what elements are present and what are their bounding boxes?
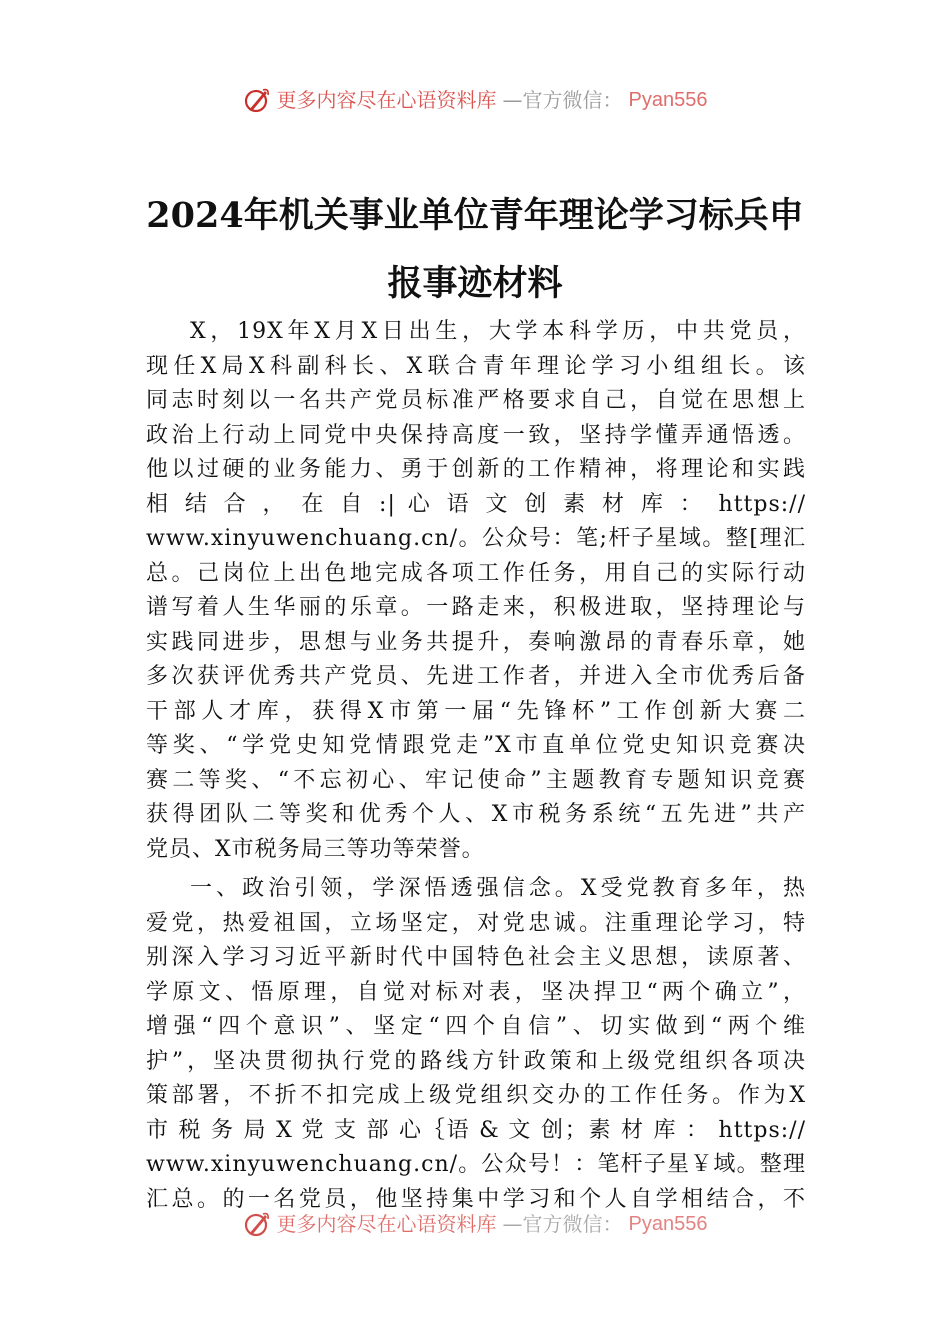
- header-watermark-banner: [0, 86, 950, 114]
- text-line: 策部署，不折不扣完成上级党组织交办的工作任务。作为X: [146, 1083, 806, 1108]
- text-line: 增强“四个意识”、坚定“四个自信”、切实做到“两个维: [146, 1014, 806, 1039]
- footer-watermark-banner: [0, 1210, 950, 1238]
- banner-wechat-id: Pyan556: [628, 89, 708, 111]
- banner-text-main: 更多内容尽在心语资料库: [276, 1212, 497, 1236]
- text-line: 赛二等奖、“不忘初心、牢记使命”主题教育专题知识竞赛: [146, 767, 806, 793]
- text-line: www.xinyuwenchuang.cn/。公众号：笔;杆子星域。整[理汇: [146, 526, 806, 551]
- text-line: 党员、X市税务局三等功等荣誉。: [146, 836, 485, 862]
- text-line: 市 税 务 局 X 党 支 部 心｛语 & 文 创；素 材 库 ： https://: [146, 1117, 806, 1143]
- text-line: 多次获评优秀共产党员、先进工作者，并进入全市优秀后备: [146, 664, 806, 689]
- text-line: 相 结 合 ， 在 自 :| 心 语 文 创 素 材 库 ： https://: [146, 491, 806, 517]
- quill-pen-logo-icon: [243, 86, 271, 114]
- banner-text-wechat: —官方微信：: [502, 1212, 623, 1236]
- text-line: 等奖、“学党史知党情跟党走”X市直单位党史知识竞赛决: [146, 733, 806, 758]
- banner-text-main: 更多内容尽在心语资料库: [276, 88, 497, 112]
- text-line: 护”，坚决贯彻执行党的路线方针政策和上级党组织各项决: [146, 1048, 806, 1074]
- text-line: 汇总。的一名党员，他坚持集中学习和个人自学相结合，不: [146, 1186, 806, 1212]
- text-line: 他以过硬的业务能力、勇于创新的工作精神，将理论和实践: [146, 457, 806, 482]
- text-line: 现任X局X科副科长、X联合青年理论学习小组组长。该: [146, 353, 806, 379]
- document-title-line-2: 报事迹材料: [387, 263, 563, 304]
- paragraph-2: [146, 872, 806, 1217]
- paragraph-1: [146, 315, 806, 867]
- text-line: 学原文、悟原理，自觉对标对表，坚决捍卫“两个确立”，: [146, 979, 806, 1005]
- text-line: 实践同进步，思想与业务共提升，奏响激昂的青春乐章，她: [146, 629, 806, 655]
- text-line: 爱党，热爱祖国，立场坚定，对党忠诚。注重理论学习，特: [146, 910, 806, 936]
- text-line: 别深入学习习近平新时代中国特色社会主义思想，读原著、: [146, 945, 806, 970]
- text-line: 获得团队二等奖和优秀个人、X市税务系统“五先进”共产: [146, 802, 806, 827]
- text-line: 一、政治引领，学深悟透强信念。X受党教育多年，热: [190, 876, 806, 901]
- text-line: 同志时刻以一名共产党员标准严格要求自己，自觉在思想上: [146, 388, 806, 413]
- text-line: X，19X年X月X日出生，大学本科学历，中共党员，: [190, 319, 806, 344]
- text-line: 谱写着人生华丽的乐章。一路走来，积极进取，坚持理论与: [146, 595, 806, 620]
- quill-pen-logo-icon: [243, 1210, 271, 1238]
- text-line: 总。己岗位上出色地完成各项工作任务，用自己的实际行动: [146, 560, 806, 586]
- text-line: 政治上行动上同党中央保持高度一致，坚持学懂弄通悟透。: [146, 422, 806, 448]
- banner-wechat-id: Pyan556: [628, 1213, 708, 1235]
- document-title-line-1: 2024年机关事业单位青年理论学习标兵申: [146, 195, 804, 236]
- banner-text-wechat: —官方微信：: [502, 88, 623, 112]
- text-line: 干部人才库，获得X市第一届“先锋杯”工作创新大赛二: [146, 698, 806, 724]
- text-line: www.xinyuwenchuang.cn/。公众号！：笔杆子星￥域。整理: [146, 1152, 806, 1177]
